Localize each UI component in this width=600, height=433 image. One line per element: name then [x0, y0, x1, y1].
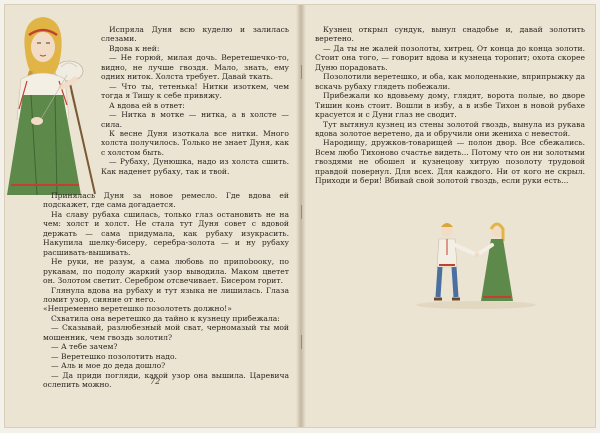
paragraph: — Да ты не жалей позолоты, хитрец. От конца до конца золоти. Стоит она того, — говорит вдова и кузнеца торопит; охота скорее Дуню порадовать.	[315, 43, 585, 72]
book-spread	[4, 4, 596, 428]
paragraph: Не руки, не разум, а сама любовь по припоbooку, по рукавам, по подолу жаркий узор выводила. Маком цветет он. Золотом светит. Серебром отсвечивает. Бисером горит.	[43, 257, 289, 286]
paragraph: На славу рубаха сшилась, только глаз остановить не на чем: холст и холст. Не стала тут Дуня совет с вдовой держать — сама придумала, как рубаху изукрасить. Накупила шелку-бисеру, серебра-золота — и ну рубаху расшивать-вышивать.	[43, 209, 289, 257]
left-page	[5, 5, 301, 427]
spinning-girl-illustration	[7, 9, 99, 199]
paragraph: Кузнец открыл сундук, вынул снадобье и, давай золотить веретено.	[315, 25, 585, 44]
couple-holding-hands-illustration	[401, 215, 551, 310]
paragraph: Народищу, дружков-товарищей — полон двор. Все сбежались. Всем любо Тихоново счастье видеть... Потому что он ни золотыми гвоздями не обошел и кузнецову хитрую позолоту трудовой правдой повернул. Для всех. Для каждого. Ни от кого не скрыл. Приходи и бери! Вбивай свой золотой гвоздь, если руки есть...	[315, 138, 585, 186]
paragraph: Тут вытянул кузнец из стены золотой гвоздь, вынула из рукава вдова золотое веретено, да и обручили они жениха с невестой.	[315, 119, 585, 138]
right-column	[315, 25, 585, 186]
right-page	[301, 5, 597, 427]
paragraph: — Сказывай, разлюбезный мой сват, черномазый ты мой мошенник, чем гвоздь золотил?	[43, 323, 289, 342]
paragraph: Вдова к ней:	[109, 43, 160, 53]
paragraph: Принялась Дуня за новое ремесло. Где вдова ей подскажет, где сама догадается.	[43, 191, 289, 210]
paragraph: «Непременно веретешко позолотеть должно!»	[43, 304, 232, 314]
paragraph: — Нитка в мотке — нитка, а в холсте — сила.	[101, 110, 289, 129]
paragraph: К весне Дуня изоткала все нитки. Много холста получилось. Только не знает Дуня, как с холстом быть.	[101, 128, 289, 157]
paragraph: Прибежали ко вдовьему дому, глядят, ворота полые, во дворе Тишин конь стоит. Вошли в избу, а в избе Тихон в новой рубахе красуется и с Дуни глаз не сводит.	[315, 91, 585, 120]
page-number: 72	[150, 377, 161, 386]
paragraph: — Что ты, тетенька! Нитки изоткем, чем тогда я Тишу к себе привяжу.	[101, 81, 289, 101]
paragraph: — А тебе зачем?	[51, 342, 118, 352]
paragraph: Глянула вдова на рубаху и тут языка не лишилась. Глаза ломит узор, сияние от него.	[43, 285, 289, 304]
paragraph: А вдова ей в ответ:	[109, 100, 185, 110]
paragraph: — Да приди погляди, какой узор она вышила. Царевича ослепить можно.	[43, 370, 289, 390]
paragraph: — Веретешко позолотить надо.	[51, 351, 177, 361]
paragraph: Испряла Дуня всю куделю и залилась слезами.	[101, 25, 289, 44]
left-column-bottom	[43, 191, 289, 390]
paragraph: — Аль и мое до деда дошло?	[51, 361, 166, 371]
left-column-top	[101, 25, 289, 176]
paragraph: — Не горюй, милая дочь. Веретешечко-то, видно, не лучше гвоздя. Мало, знать, ему одних ниток. Холста требует. Давай ткать.	[101, 53, 289, 82]
paragraph: Позолотили веретешко, и оба, как молоденькие, вприпрыжку да вскачь рубаху глядеть побежали.	[315, 72, 585, 91]
paragraph: — Рубаху, Дунюшка, надо из холста сшить. Как наденет рубаху, так и твой.	[101, 157, 289, 176]
paragraph: Схватила она веретешко да тайно к кузнецу прибежала:	[51, 313, 280, 323]
